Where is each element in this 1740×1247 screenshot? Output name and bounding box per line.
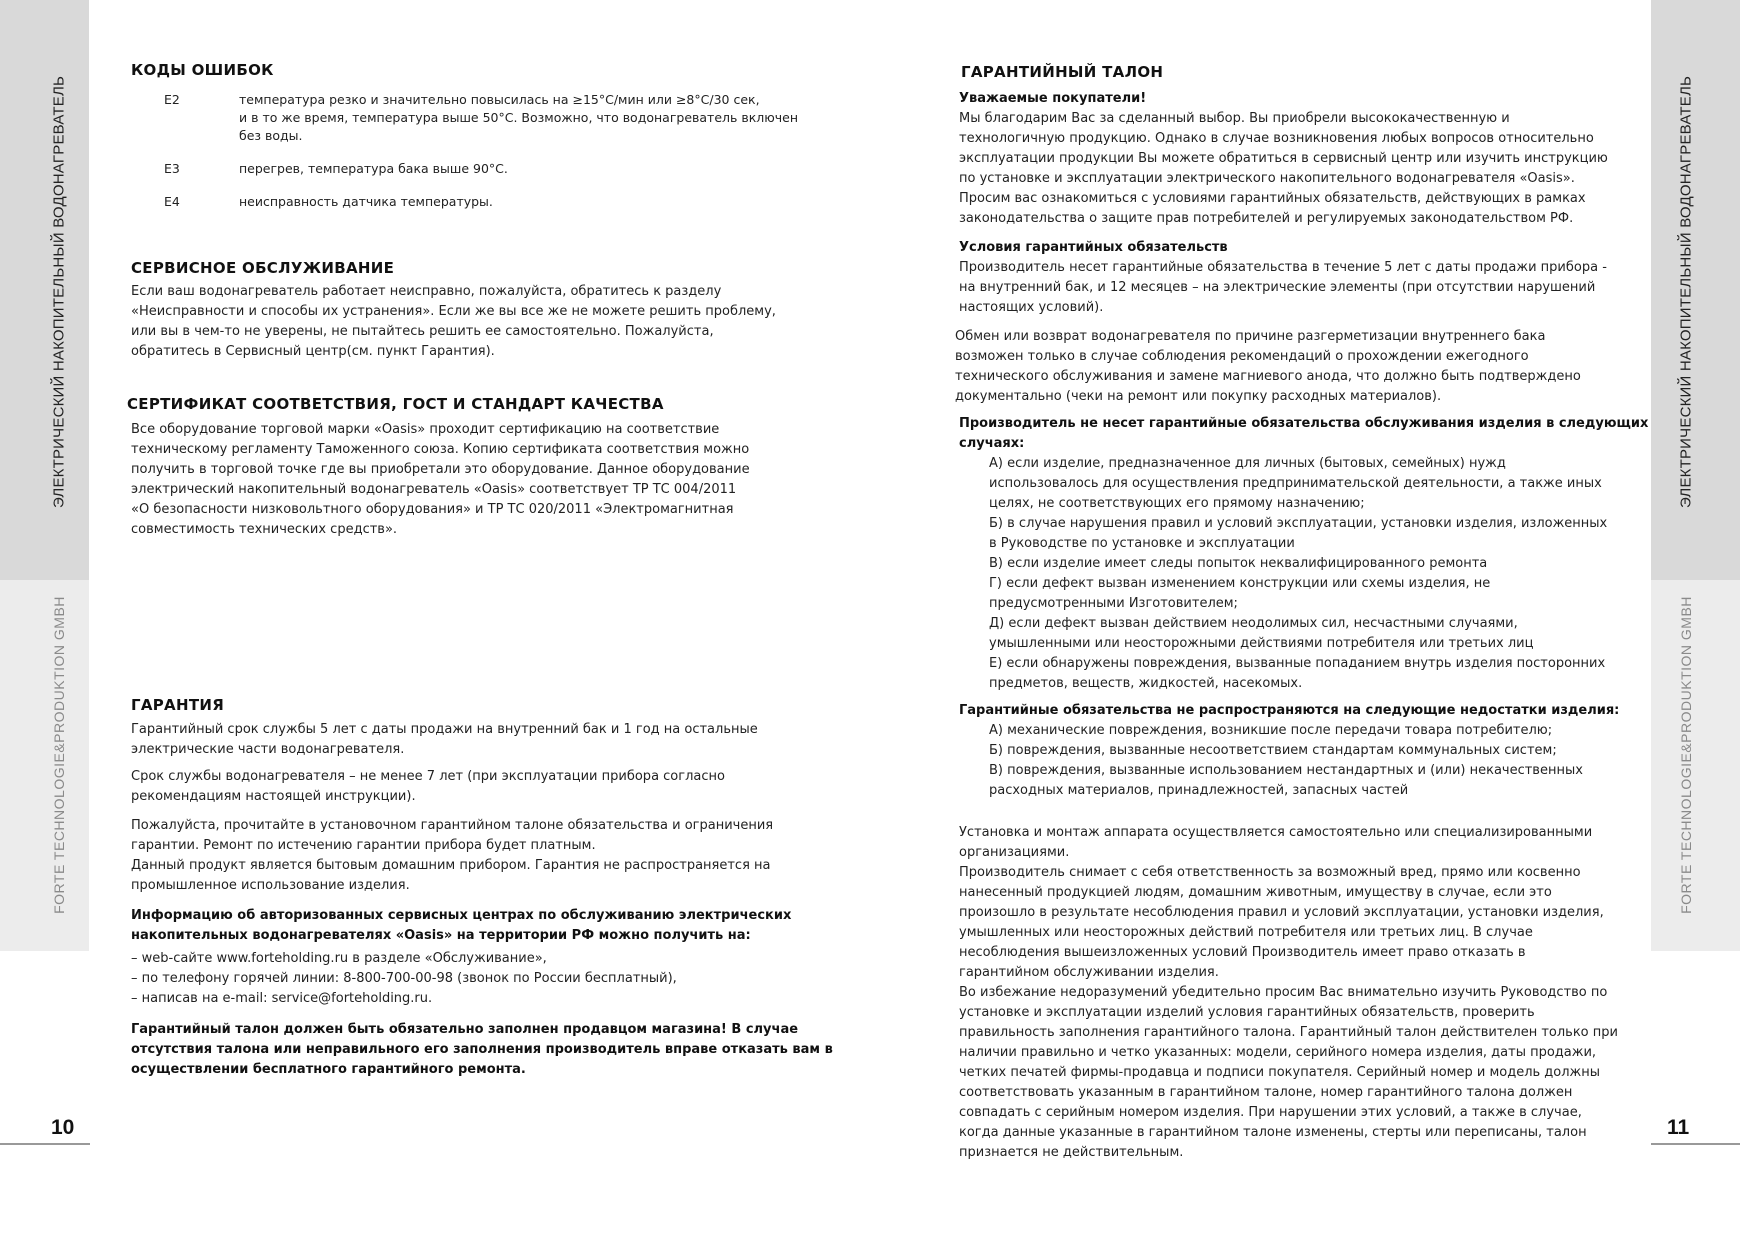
conditions-heading: Условия гарантийных обязательств: [959, 240, 1228, 255]
service-line: или вы в чем-то не уверены, не пытайтесь решить ее самостоятельно. Пожалуйста,: [131, 324, 714, 339]
error-description: [239, 193, 804, 211]
certificate-line: электрический накопительный водонагреватель «Oasis» соответствует ТР ТС 004/2011: [131, 482, 737, 497]
error-description-line: перегрев, температура бака выше 90°С.: [239, 161, 508, 176]
not-covered-item: Б) повреждения, вызванные несоответствием стандартам коммунальных систем;: [989, 743, 1557, 758]
error-code-item: [164, 193, 804, 211]
final-line: когда данные указанные в гарантийном талоне изменены, стерты или переписаны, талон: [959, 1125, 1587, 1140]
final-line: произошло в результате несоблюдения правил и условий эксплуатации, установки изделия,: [959, 905, 1604, 920]
error-codes-list: [164, 91, 804, 226]
contact-website: – web-сайте www.forteholding.ru в разделе «Обслуживание»,: [131, 951, 547, 966]
not-liable-item: предусмотренными Изготовителем;: [989, 596, 1238, 611]
warranty-heading: ГАРАНТИЯ: [131, 696, 225, 714]
error-description: [239, 91, 804, 145]
error-description-line: и в то же время, температура выше 50°С. Возможно, что водонагреватель включен: [239, 110, 799, 125]
error-description-line: без воды.: [239, 128, 303, 143]
service-line: обратитесь в Сервисный центр(см. пункт Гарантия).: [131, 344, 495, 359]
warranty-card-notice: отсутствия талона или неправильного его заполнения производитель вправе отказать вам в: [131, 1042, 833, 1057]
final-line: четких печатей фирмы-продавца и подписи покупателя. Серийный номер и модель должны: [959, 1065, 1601, 1080]
page-number-right: 11: [1667, 1116, 1690, 1139]
certificate-line: совместимость технических средств».: [131, 522, 398, 537]
dear-line: Мы благодарим Вас за сделанный выбор. Вы приобрели высококачественную и: [959, 111, 1510, 126]
certificate-heading: СЕРТИФИКАТ СООТВЕТСТВИЯ, ГОСТ И СТАНДАРТ КАЧЕСТВА: [127, 395, 664, 413]
service-centers-info: накопительных водонагревателях «Oasis» на территории РФ можно получить на:: [131, 928, 751, 943]
error-codes-heading: КОДЫ ОШИБОК: [131, 61, 274, 79]
certificate-text: [131, 420, 750, 540]
warranty-line: Гарантийный срок службы 5 лет с даты продажи на внутренний бак и 1 год на остальные: [131, 722, 758, 737]
exchange-line: Обмен или возврат водонагревателя по причине разгерметизации внутреннего бака: [955, 329, 1546, 344]
right-page: [870, 0, 1651, 1247]
certificate-line: получить в торговой точке где вы приобретали это оборудование. Данное оборудование: [131, 462, 750, 477]
exchange-line: возможен только в случае соблюдения рекомендаций о прохождении ежегодного: [955, 349, 1529, 364]
certificate-line: Все оборудование торговой марки «Oasis» проходит сертификацию на соответствие: [131, 422, 720, 437]
dear-line: технологичную продукцию. Однако в случае возникновения любых вопросов относительно: [959, 131, 1594, 146]
error-code: E4: [164, 194, 180, 209]
final-line: совпадать с серийным номером изделия. При нарушении этих условий, а также в случае,: [959, 1105, 1582, 1120]
not-liable-item: предметов, веществ, жидкостей, насекомых.: [989, 676, 1303, 691]
final-line: признается не действительным.: [959, 1145, 1184, 1160]
right-sidebar-company-band: [1651, 580, 1740, 951]
warranty-text: [131, 720, 833, 1080]
error-code-item: [164, 160, 804, 178]
warranty-line: Срок службы водонагревателя – не менее 7 лет (при эксплуатации прибора согласно: [131, 769, 725, 784]
final-line: гарантийном обслуживании изделия.: [959, 965, 1219, 980]
not-liable-item: Е) если обнаружены повреждения, вызванные попаданием внутрь изделия посторонних: [989, 656, 1606, 671]
not-liable-item: Г) если дефект вызван изменением конструкции или схемы изделия, не: [989, 576, 1491, 591]
contact-email: – написав на e-mail: service@forteholding.ru.: [131, 991, 433, 1006]
dear-line: эксплуатации продукции Вы можете обратиться в сервисный центр или изучить инструкцию: [959, 151, 1608, 166]
error-code: E3: [164, 161, 180, 176]
not-liable-item: целях, не соответствующих его прямому назначению;: [989, 496, 1365, 511]
service-line: «Неисправности и способы их устранения». Если же вы все же не можете решить проблему,: [131, 304, 776, 319]
final-line: несоблюдения вышеизложенных условий Производитель имеет право отказать в: [959, 945, 1526, 960]
final-line: правильность заполнения гарантийного талона. Гарантийный талон действителен только при: [959, 1025, 1618, 1040]
right-side-company: FORTE TECHNOLOGIE&PRODUKTION GMBH: [1678, 596, 1694, 914]
dear-customers-heading: Уважаемые покупатели!: [959, 91, 1147, 106]
error-code: E2: [164, 92, 180, 107]
page-number-left: 10: [51, 1116, 75, 1139]
final-line: соответствовать указанным в гарантийном талоне, номер гарантийного талона должен: [959, 1085, 1573, 1100]
warranty-card-notice: осуществлении бесплатного гарантийного ремонта.: [131, 1062, 526, 1077]
not-covered-heading: Гарантийные обязательства не распространяются на следующие недостатки изделия:: [959, 703, 1620, 718]
dear-line: законодательства о защите прав потребителей и регулируемых законодательством РФ.: [959, 211, 1574, 226]
not-liable-heading: случаях:: [959, 436, 1025, 451]
warranty-card-notice: Гарантийный талон должен быть обязательно заполнен продавцом магазина! В случае: [131, 1022, 799, 1037]
page-number-right-rule: [1651, 1143, 1740, 1145]
not-liable-item: Д) если дефект вызван действием неодолимых сил, несчастными случаями,: [989, 616, 1518, 631]
error-description-line: неисправность датчика температуры.: [239, 194, 493, 209]
conditions-line: Производитель несет гарантийные обязательства в течение 5 лет с даты продажи прибора -: [959, 260, 1607, 275]
service-line: Если ваш водонагреватель работает неисправно, пожалуйста, обратитесь к разделу: [131, 284, 722, 299]
dear-line: по установке и эксплуатации электрического накопительного водонагревателя «Oasis».: [959, 171, 1575, 186]
conditions-line: на внутренний бак, и 12 месяцев – на электрические элементы (при отсутствии нарушений: [959, 280, 1596, 295]
not-liable-item: использовалось для осуществления предпринимательской деятельности, а также иных: [989, 476, 1602, 491]
final-line: организациями.: [959, 845, 1070, 860]
exchange-line: документально (чеки на ремонт или покупку расходных материалов).: [955, 389, 1442, 404]
warranty-line: рекомендациям настоящей инструкции).: [131, 789, 416, 804]
service-heading: СЕРВИСНОЕ ОБСЛУЖИВАНИЕ: [131, 259, 395, 277]
final-line: установке и эксплуатации изделий условия гарантийных обязательств, проверить: [959, 1005, 1535, 1020]
warranty-line: Пожалуйста, прочитайте в установочном гарантийном талоне обязательства и ограничения: [131, 818, 774, 833]
final-line: Производитель снимает с себя ответственность за возможный вред, прямо или косвенно: [959, 865, 1581, 880]
conditions-line: настоящих условий).: [959, 300, 1104, 315]
warranty-card-heading: ГАРАНТИЙНЫЙ ТАЛОН: [961, 63, 1164, 81]
left-side-title: ЭЛЕКТРИЧЕСКИЙ НАКОПИТЕЛЬНЫЙ ВОДОНАГРЕВАТЕЛЬ: [50, 75, 68, 509]
exchange-line: технического обслуживания и замене магниевого анода, что должно быть подтверждено: [955, 369, 1581, 384]
not-liable-item: в Руководстве по установке и эксплуатации: [989, 536, 1295, 551]
warranty-line: гарантии. Ремонт по истечению гарантии прибора будет платным.: [131, 838, 596, 853]
left-side-company: FORTE TECHNOLOGIE&PRODUKTION GMBH: [51, 596, 67, 914]
final-line: Установка и монтаж аппарата осуществляется самостоятельно или специализированными: [959, 825, 1593, 840]
not-covered-item: А) механические повреждения, возникшие после передачи товара потребителю;: [989, 723, 1553, 738]
service-centers-info: Информацию об авторизованных сервисных центрах по обслуживанию электрических: [131, 908, 792, 923]
final-line: умышленных или неосторожных действий потребителя или третьих лиц. В случае: [959, 925, 1533, 940]
certificate-line: техническому регламенту Таможенного союза. Копию сертификата соответствия можно: [131, 442, 750, 457]
right-side-title: ЭЛЕКТРИЧЕСКИЙ НАКОПИТЕЛЬНЫЙ ВОДОНАГРЕВАТЕЛЬ: [1677, 75, 1695, 509]
warranty-line: промышленное использование изделия.: [131, 878, 410, 893]
final-line: наличии правильно и четко указанных: модели, серийного номера изделия, даты продажи,: [959, 1045, 1597, 1060]
service-text: [131, 282, 776, 362]
not-covered-item: В) повреждения, вызванные использованием нестандартных и (или) некачественных: [989, 763, 1583, 778]
error-code-item: [164, 91, 804, 145]
warranty-card-body: [955, 89, 1649, 1163]
not-liable-item: Б) в случае нарушения правил и условий эксплуатации, установки изделия, изложенных: [989, 516, 1608, 531]
final-line: Во избежание недоразумений убедительно просим Вас внимательно изучить Руководство по: [959, 985, 1608, 1000]
not-liable-item: В) если изделие имеет следы попыток неквалифицированного ремонта: [989, 556, 1488, 571]
not-liable-heading: Производитель не несет гарантийные обязательства обслуживания изделия в следующих: [959, 416, 1649, 431]
warranty-line: Данный продукт является бытовым домашним прибором. Гарантия не распространяется на: [131, 858, 771, 873]
error-description-line: температура резко и значительно повысилась на ≥15°С/мин или ≥8°С/30 сек,: [239, 92, 760, 107]
not-liable-item: А) если изделие, предназначенное для личных (бытовых, семейных) нужд: [989, 456, 1506, 471]
error-description: [239, 160, 804, 178]
final-line: нанесенный продукцией людям, домашним животным, имуществу в случае, если это: [959, 885, 1552, 900]
right-sidebar-title-band: [1651, 0, 1740, 580]
warranty-line: электрические части водонагревателя.: [131, 742, 405, 757]
certificate-line: «О безопасности низковольтного оборудования» и ТР ТС 020/2011 «Электромагнитная: [131, 502, 734, 517]
not-covered-item: расходных материалов, принадлежностей, запасных частей: [989, 783, 1409, 798]
contact-hotline: – по телефону горячей линии: 8-800-700-00-98 (звонок по России бесплатный),: [131, 971, 677, 986]
dear-line: Просим вас ознакомиться с условиями гарантийных обязательств, действующих в рамках: [959, 191, 1586, 206]
not-liable-item: умышленными или неосторожными действиями потребителя или третьих лиц: [989, 636, 1534, 651]
